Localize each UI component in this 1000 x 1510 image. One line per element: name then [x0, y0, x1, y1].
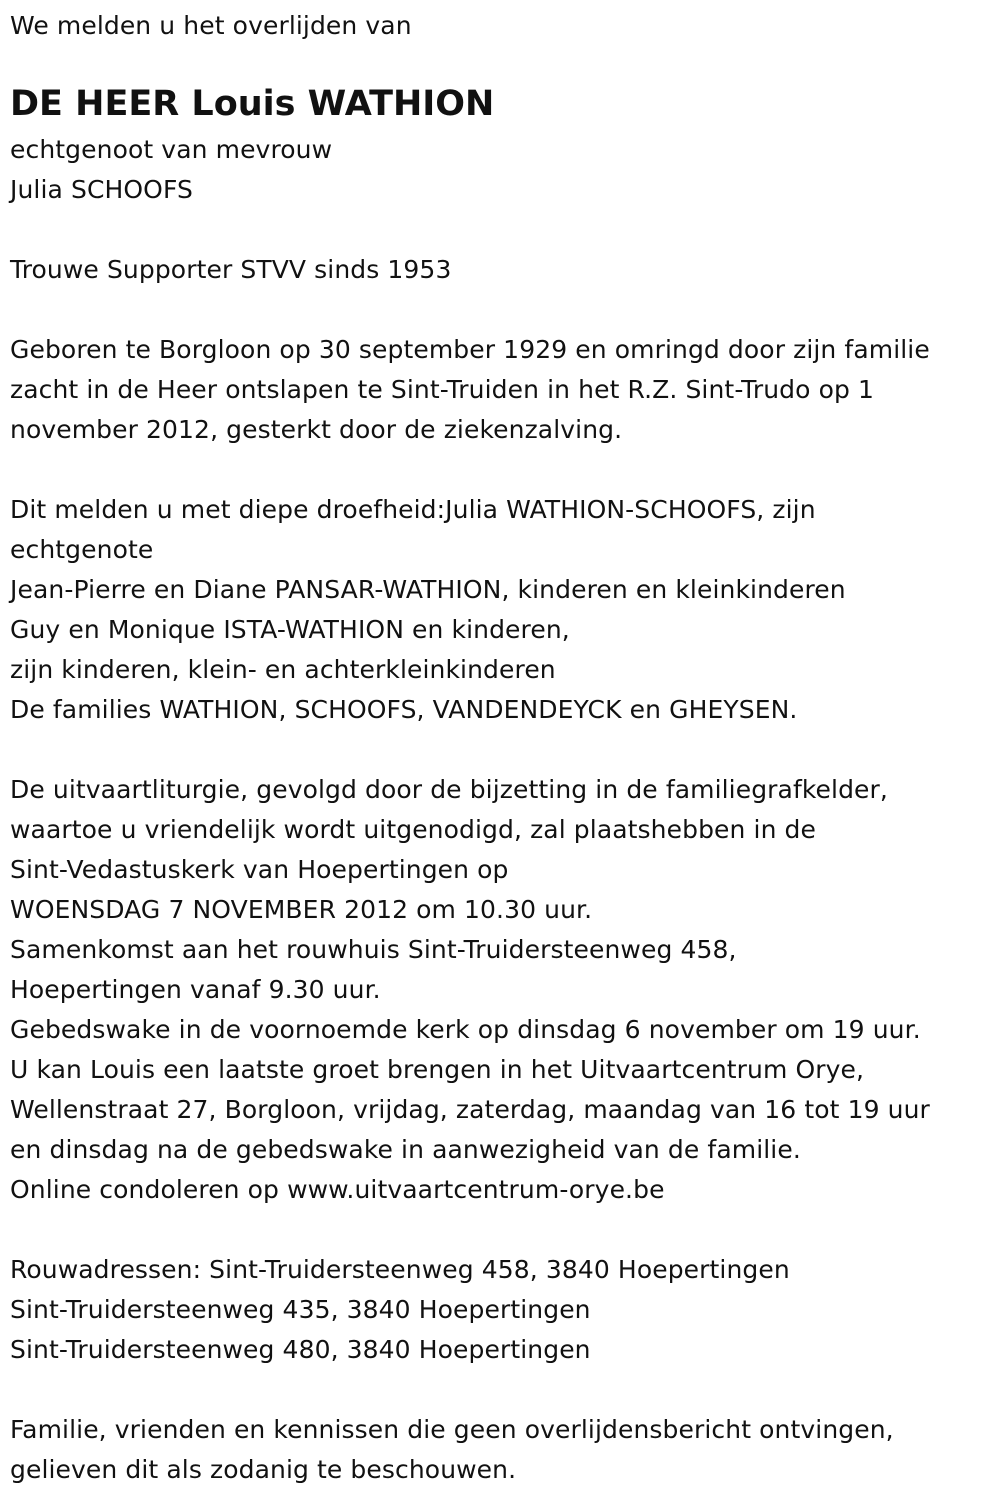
family-line: Dit melden u met diepe droefheid:Julia WATHION-SCHOOFS, zijn: [10, 495, 816, 524]
supporter-text: Trouwe Supporter STVV sinds 1953: [10, 255, 452, 284]
funeral-line: WOENSDAG 7 NOVEMBER 2012 om 10.30 uur.: [10, 895, 593, 924]
deceased-name: DE HEER Louis WATHION: [10, 84, 495, 124]
family-line: echtgenote: [10, 535, 154, 564]
closing-line: Familie, vrienden en kennissen die geen overlijdensbericht ontvingen,: [10, 1415, 894, 1444]
family-line: De families WATHION, SCHOOFS, VANDENDEYCK en GHEYSEN.: [10, 695, 798, 724]
funeral-line: De uitvaartliturgie, gevolgd door de bijzetting in de familiegrafkelder,: [10, 775, 888, 804]
funeral-line: waartoe u vriendelijk wordt uitgenodigd, zal plaatshebben in de: [10, 815, 817, 844]
birth-death-line: Geboren te Borgloon op 30 september 1929 en omringd door zijn familie: [10, 335, 930, 364]
address-line: Rouwadressen: Sint-Truidersteenweg 458, 3840 Hoepertingen: [10, 1255, 790, 1284]
funeral-line: Samenkomst aan het rouwhuis Sint-Truidersteenweg 458,: [10, 935, 737, 964]
family-line: Jean-Pierre en Diane PANSAR-WATHION, kinderen en kleinkinderen: [10, 575, 846, 604]
funeral-line: Gebedswake in de voornoemde kerk op dinsdag 6 november om 19 uur.: [10, 1015, 921, 1044]
death-notice: [10, 6, 995, 1490]
funeral-line: en dinsdag na de gebedswake in aanwezigheid van de familie.: [10, 1135, 801, 1164]
birth-death-line: november 2012, gesterkt door de ziekenzalving.: [10, 415, 623, 444]
spacer: [10, 290, 995, 330]
family-line: Guy en Monique ISTA-WATHION en kinderen,: [10, 615, 570, 644]
funeral-line: U kan Louis een laatste groet brengen in het Uitvaartcentrum Orye,: [10, 1055, 865, 1084]
funeral-line: Sint-Vedastuskerk van Hoepertingen op: [10, 855, 509, 884]
family-line: zijn kinderen, klein- en achterkleinkinderen: [10, 655, 556, 684]
condolence-line: Online condoleren op www.uitvaartcentrum-orye.be: [10, 1175, 665, 1204]
spacer: [10, 730, 995, 770]
spouse-label: echtgenoot van mevrouw: [10, 135, 333, 164]
address-line: Sint-Truidersteenweg 480, 3840 Hoepertingen: [10, 1335, 591, 1364]
spacer: [10, 1210, 995, 1250]
funeral-line: Hoepertingen vanaf 9.30 uur.: [10, 975, 381, 1004]
spouse-name: Julia SCHOOFS: [10, 175, 193, 204]
spacer: [10, 210, 995, 250]
intro-text: We melden u het overlijden van: [10, 11, 412, 40]
address-line: Sint-Truidersteenweg 435, 3840 Hoepertingen: [10, 1295, 591, 1324]
spacer: [10, 450, 995, 490]
funeral-line: Wellenstraat 27, Borgloon, vrijdag, zaterdag, maandag van 16 tot 19 uur: [10, 1095, 930, 1124]
closing-line: gelieven dit als zodanig te beschouwen.: [10, 1455, 517, 1484]
birth-death-line: zacht in de Heer ontslapen te Sint-Truiden in het R.Z. Sint-Trudo op 1: [10, 375, 874, 404]
spacer: [10, 1370, 995, 1410]
